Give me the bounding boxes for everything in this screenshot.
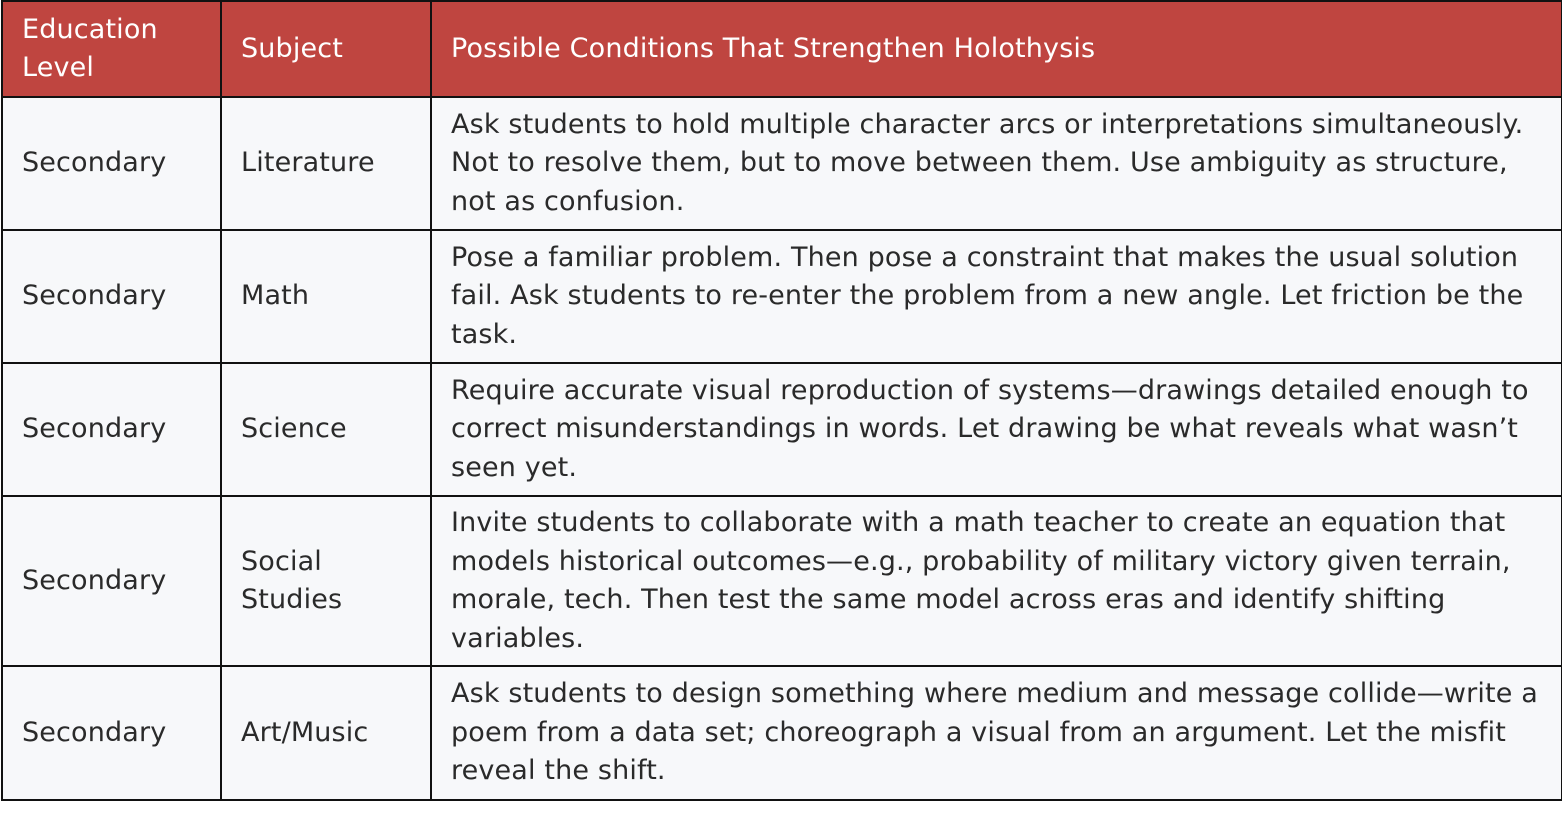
cell-subject: Science	[221, 363, 431, 496]
cell-education-level: Secondary	[2, 230, 221, 363]
cell-subject: Social Studies	[221, 496, 431, 666]
cell-subject: Literature	[221, 97, 431, 230]
cell-subject: Art/Music	[221, 666, 431, 800]
header-education-level: Education Level	[2, 1, 221, 97]
cell-education-level: Secondary	[2, 496, 221, 666]
cell-education-level: Secondary	[2, 363, 221, 496]
header-possible-conditions: Possible Conditions That Strengthen Holothysis	[431, 1, 1562, 97]
cell-subject: Math	[221, 230, 431, 363]
cell-conditions: Require accurate visual reproduction of systems—drawings detailed enough to correct misunderstandings in words. Let drawing be what reveals what wasn’t seen yet.	[431, 363, 1562, 496]
cell-conditions: Ask students to hold multiple character arcs or interpretations simultaneously. Not to resolve them, but to move between them. Use ambiguity as structure, not as confusion.	[431, 97, 1562, 230]
table-row	[2, 230, 1562, 363]
table-row	[2, 363, 1562, 496]
cell-conditions: Ask students to design something where medium and message collide—write a poem from a data set; choreograph a visual from an argument. Let the misfit reveal the shift.	[431, 666, 1562, 800]
table-row	[2, 666, 1562, 800]
cell-education-level: Secondary	[2, 97, 221, 230]
table-row	[2, 496, 1562, 666]
table-header-row	[2, 1, 1562, 97]
table-row	[2, 97, 1562, 230]
cell-conditions: Pose a familiar problem. Then pose a constraint that makes the usual solution fail. Ask students to re-enter the problem from a new angle. Let friction be the task.	[431, 230, 1562, 363]
cell-education-level: Secondary	[2, 666, 221, 800]
header-subject: Subject	[221, 1, 431, 97]
holothysis-conditions-table	[1, 0, 1562, 801]
cell-conditions: Invite students to collaborate with a math teacher to create an equation that models historical outcomes—e.g., probability of military victory given terrain, morale, tech. Then test the same model across eras and identify shifting variables.	[431, 496, 1562, 666]
